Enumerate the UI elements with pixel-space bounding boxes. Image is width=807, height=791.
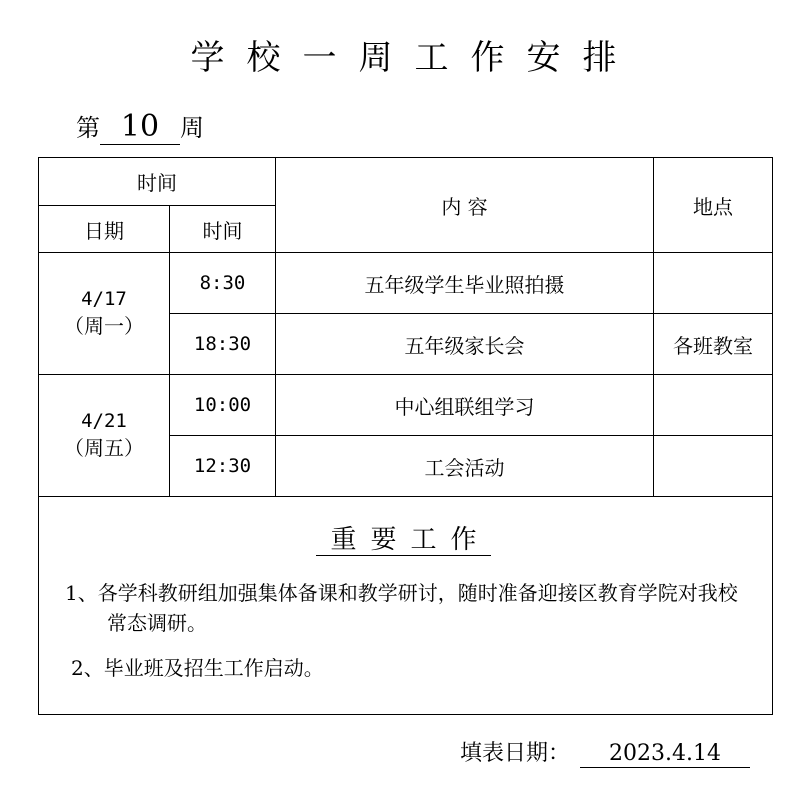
date-cell: [39, 375, 170, 497]
content-header: 内 容: [276, 158, 654, 253]
content-cell: 五年级学生毕业照拍摄: [276, 253, 654, 314]
content-cell: 五年级家长会: [276, 314, 654, 375]
location-cell: [654, 436, 773, 497]
location-cell: [654, 253, 773, 314]
table-row: [39, 253, 773, 314]
content-cell: 工会活动: [276, 436, 654, 497]
time-cell: 10:00: [170, 375, 276, 436]
time-group-header: 时间: [39, 158, 276, 206]
important-title: 重要工作: [65, 519, 742, 556]
location-header: 地点: [654, 158, 773, 253]
weekday-value: （周一）: [64, 314, 144, 338]
location-cell: 各班教室: [654, 314, 773, 375]
schedule-table: [38, 157, 773, 715]
weekday-value: （周五）: [64, 436, 144, 460]
week-suffix: 周: [180, 114, 204, 142]
fill-date-line: [460, 736, 750, 768]
content-cell: 中心组联组学习: [276, 375, 654, 436]
table-row: [39, 375, 773, 436]
important-item: 2、毕业班及招生工作启动。: [71, 656, 324, 680]
location-cell: [654, 375, 773, 436]
time-cell: 8:30: [170, 253, 276, 314]
important-section: [39, 497, 773, 715]
week-line: [76, 108, 204, 145]
week-number: 10: [100, 110, 180, 145]
fill-date-label: 填表日期：: [460, 741, 571, 766]
time-cell: 12:30: [170, 436, 276, 497]
time-header: 时间: [170, 206, 276, 253]
important-item: 1、各学科教研组加强集体备课和教学研讨，随时准备迎接区教育学院对我校常态调研。: [65, 581, 738, 635]
week-prefix: 第: [76, 114, 100, 142]
fill-date-value: 2023.4.14: [580, 741, 750, 768]
time-cell: 18:30: [170, 314, 276, 375]
page-title: 学校一周工作安排: [190, 38, 639, 78]
date-cell: [39, 253, 170, 375]
date-value: 4/21: [81, 410, 127, 432]
date-value: 4/17: [81, 288, 127, 310]
date-header: 日期: [39, 206, 170, 253]
